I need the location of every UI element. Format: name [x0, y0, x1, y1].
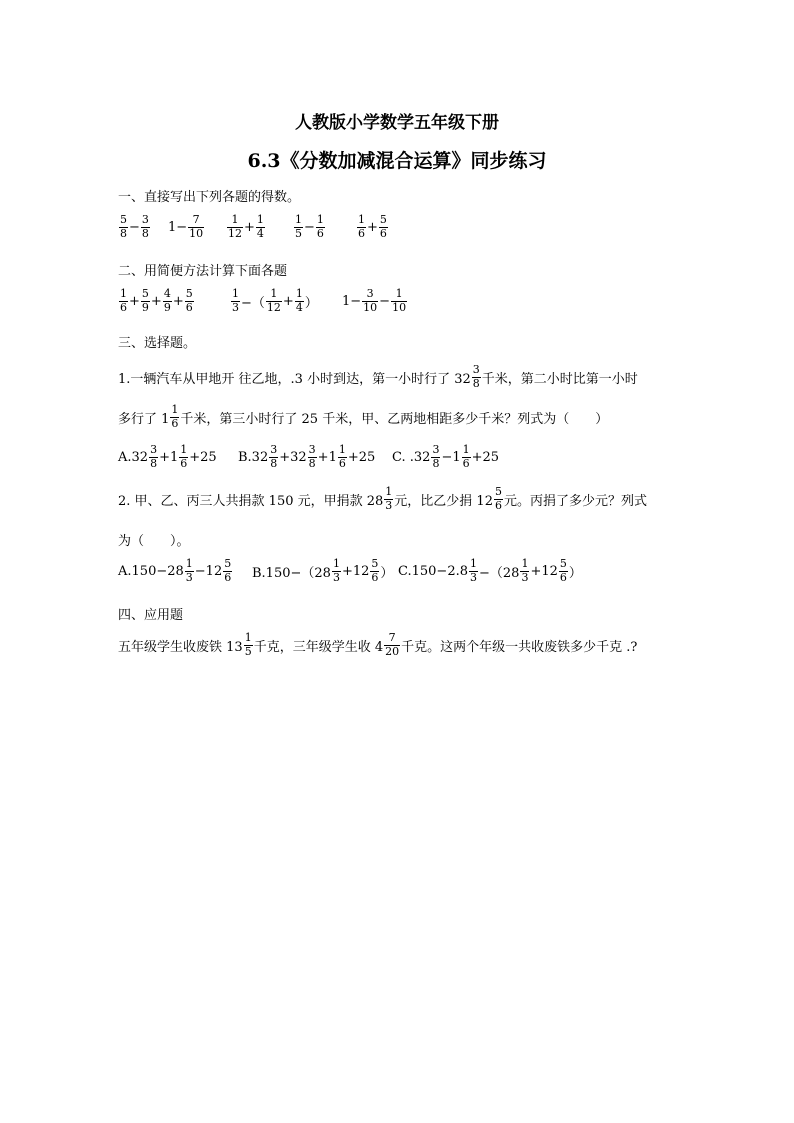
section4-heading: 四、应用题: [118, 608, 184, 623]
fraction: $\frac{3}{10}$: [363, 287, 378, 314]
fraction: $\frac{3}{8}$: [432, 443, 440, 470]
fraction: $\frac{5}{6}$: [559, 557, 567, 584]
fraction: $\frac{1}{10}$: [392, 287, 407, 314]
fraction: $\frac{3}{8}$: [472, 363, 480, 390]
fraction: $\frac{7}{20}$: [385, 631, 400, 658]
fraction: $\frac{1}{12}$: [266, 287, 281, 314]
fraction: $\frac{4}{9}$: [163, 287, 171, 314]
fraction: $\frac{5}{9}$: [141, 287, 149, 314]
section2-heading: 二、用简便方法计算下面各题: [118, 264, 288, 279]
fraction: $\frac{1}{3}$: [332, 557, 340, 584]
q2-option-b: B.150−（28 $\frac{1}{3}$ +12 $\frac{5}{6}$ ）: [252, 557, 394, 584]
q1-option-b: B.32 $\frac{3}{8}$ +32 $\frac{3}{8}$ +1 $\frac{1}{6}$ +25: [238, 443, 376, 470]
worksheet-subtitle: 6.3《分数加减混合运算》同步练习: [247, 150, 547, 172]
fraction: $\frac{1}{3}$: [185, 557, 193, 584]
fraction: $\frac{5}{6}$: [224, 557, 232, 584]
fraction: $\frac{1}{6}$: [462, 443, 470, 470]
fraction: $\frac{3}{8}$: [308, 443, 316, 470]
s2-expr-1: $\frac{1}{6}$ + $\frac{5}{9}$ + $\frac{4}{9}$ + $\frac{5}{6}$: [120, 287, 193, 314]
fraction: $\frac{1}{4}$: [256, 213, 264, 240]
fraction: $\frac{1}{3}$: [470, 557, 477, 584]
s1-item-1: $\frac{5}{8}$ − $\frac{3}{8}$: [120, 213, 149, 240]
s2-expr-2: $\frac{1}{3}$ −（ $\frac{1}{12}$ + $\frac{1}{4}$ ）: [232, 287, 318, 314]
fraction: $\frac{5}{6}$: [371, 557, 379, 584]
fraction: $\frac{5}{6}$: [185, 287, 193, 314]
fraction: $\frac{3}{8}$: [141, 213, 149, 240]
q2-option-a: A.150−28 $\frac{1}{3}$ −12 $\frac{5}{6}$: [118, 557, 232, 584]
fraction: $\frac{1}{6}$: [316, 213, 324, 240]
fraction: $\frac{5}{6}$: [379, 213, 387, 240]
q1-line-1: 1.一辆汽车从甲地开 往乙地，.3 小时到达，第一小时行了 32 $\frac{3}{8}$ 千米，第二小时比第一小时: [118, 363, 638, 390]
q1-option-a: A.32 $\frac{3}{8}$ +1 $\frac{1}{6}$ +25: [118, 443, 217, 470]
section1-heading: 一、直接写出下列各题的得数。: [118, 190, 301, 205]
section3-heading: 三、选择题。: [118, 336, 197, 351]
q1-line-2: 多行了 1 $\frac{1}{6}$ 千米，第三小时行了 25 千米，甲、乙两地相距多少千米？列式为（ ）: [118, 403, 609, 430]
q2-line-2: 为（ ）。: [118, 534, 190, 549]
fraction: $\frac{1}{3}$: [232, 287, 239, 314]
fraction: $\frac{3}{8}$: [150, 443, 158, 470]
fraction: $\frac{1}{6}$: [171, 403, 179, 430]
q2-option-c: C.150−2.8 $\frac{1}{3}$ −（28 $\frac{1}{3}$ +12 $\frac{5}{6}$ ）: [398, 557, 582, 584]
fraction: $\frac{5}{8}$: [120, 213, 127, 240]
s1-item-4: $\frac{1}{5}$ − $\frac{1}{6}$: [295, 213, 324, 240]
fraction: $\frac{1}{5}$: [244, 631, 252, 658]
q2-line-1: 2. 甲、乙、丙三人共捐款 150 元，甲捐款 28 $\frac{1}{3}$ 元，比乙少捐 12 $\frac{5}{6}$ 元。丙捐了多少元？列式: [118, 485, 647, 512]
fraction: $\frac{1}{4}$: [295, 287, 303, 314]
s1-item-5: $\frac{1}{6}$ + $\frac{5}{6}$: [358, 213, 387, 240]
fraction: $\frac{1}{6}$: [180, 443, 188, 470]
s2-expr-3: 1− $\frac{3}{10}$ − $\frac{1}{10}$: [342, 287, 407, 314]
s1-item-3: $\frac{1}{12}$ + $\frac{1}{4}$: [228, 213, 264, 240]
fraction: $\frac{1}{3}$: [385, 485, 393, 512]
worksheet-title: 人教版小学数学五年级下册: [295, 113, 499, 133]
s1-item-2: 1− $\frac{7}{10}$: [168, 213, 204, 240]
s4-problem: 五年级学生收废铁 13 $\frac{1}{5}$ 千克，三年级学生收 4 $\frac{7}{20}$ 千克。这两个年级一共收废铁多少千克 .?: [118, 631, 638, 658]
fraction: $\frac{1}{6}$: [358, 213, 365, 240]
fraction: $\frac{3}{8}$: [270, 443, 278, 470]
fraction: $\frac{5}{6}$: [494, 485, 502, 512]
fraction: $\frac{1}{6}$: [338, 443, 346, 470]
q1-option-c: C. .32 $\frac{3}{8}$ −1 $\frac{1}{6}$ +25: [392, 443, 500, 470]
fraction: $\frac{7}{10}$: [189, 213, 204, 240]
fraction: $\frac{1}{3}$: [521, 557, 529, 584]
fraction: $\frac{1}{5}$: [295, 213, 302, 240]
fraction: $\frac{1}{12}$: [228, 213, 242, 240]
fraction: $\frac{1}{6}$: [120, 287, 127, 314]
